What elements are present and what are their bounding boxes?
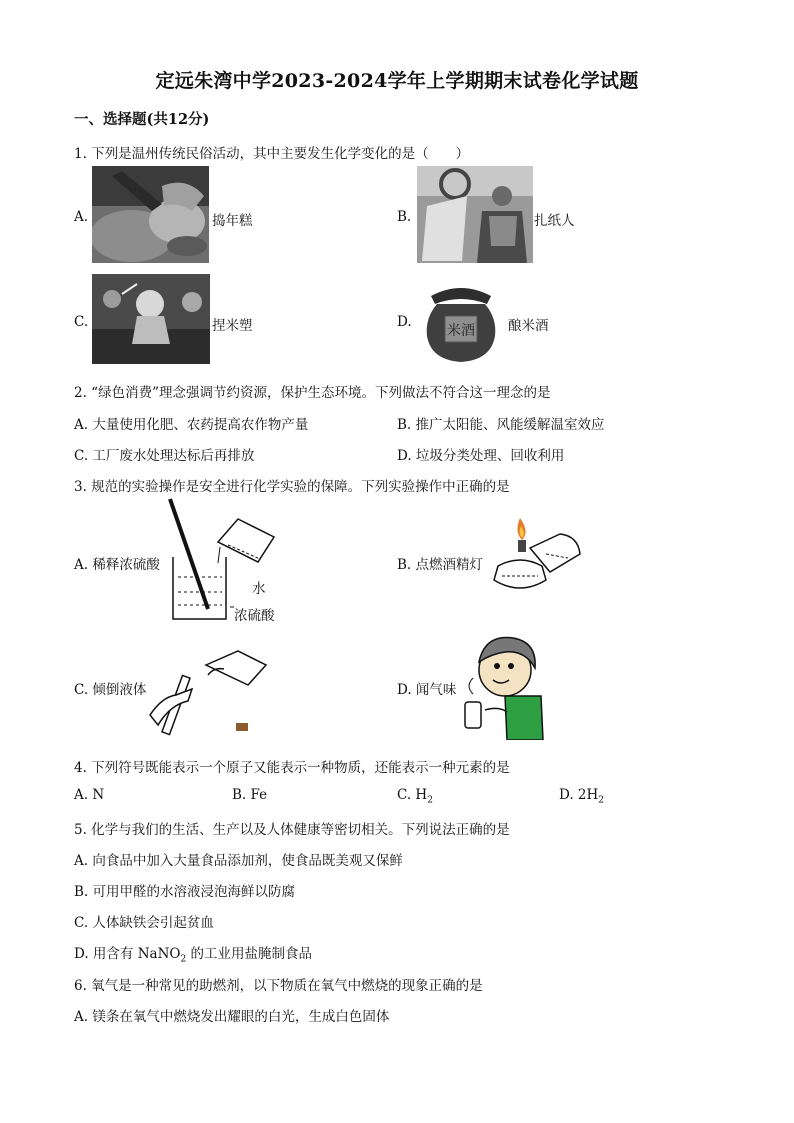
q1-option-c-text: 捏米塑 (212, 318, 253, 334)
rice-sculpture-photo (92, 274, 210, 364)
q3-label-water: 水 (252, 581, 266, 597)
question-1-stem: 1. 下列是温州传统民俗活动，其中主要发生化学变化的是（ ） (74, 146, 470, 162)
question-3-stem: 3. 规范的实验操作是安全进行化学实验的保障。下列实验操作中正确的是 (74, 479, 510, 495)
q5-option-b: B. 可用甲醛的水溶液浸泡海鲜以防腐 (74, 884, 296, 900)
jar-label: 米酒 (447, 323, 475, 339)
q2-option-c: C. 工厂废水处理达标后再排放 (74, 448, 255, 464)
q3-option-d: D. 闻气味 (397, 682, 457, 698)
section-heading: 一、选择题(共12分) (74, 111, 210, 128)
question-4-stem: 4. 下列符号既能表示一个原子又能表示一种物质，还能表示一种元素的是 (74, 760, 510, 776)
q2-option-d: D. 垃圾分类处理、回收利用 (397, 448, 565, 464)
q6-option-a: A. 镁条在氧气中燃烧发出耀眼的白光，生成白色固体 (74, 1009, 390, 1025)
q1-option-a-letter: A. (74, 209, 89, 225)
q1-option-b-letter: B. (397, 209, 412, 225)
alcohol-lamp-diagram (490, 514, 582, 602)
q1-option-d-text: 酿米酒 (508, 318, 549, 334)
q1-option-b-text: 扎纸人 (534, 213, 575, 229)
page-title: 定远朱湾中学2023-2024学年上学期期末试卷化学试题 (155, 70, 639, 92)
pour-liquid-diagram (148, 645, 270, 737)
q4-option-d: D. $2H_2$ (559, 787, 605, 806)
q5-option-c: C. 人体缺铁会引起贫血 (74, 915, 214, 931)
q3-label-acid: 浓硫酸 (234, 608, 275, 624)
q3-option-a: A. 稀释浓硫酸 (74, 557, 160, 573)
q1-option-a-text: 捣年糕 (212, 213, 253, 229)
paper-figure-photo (417, 166, 533, 263)
q1-option-d-letter: D. (397, 314, 412, 330)
q4-option-c: C. $H_2$ (397, 787, 433, 806)
q2-option-b: B. 推广太阳能、风能缓解温室效应 (397, 417, 605, 433)
smell-test-diagram (455, 632, 545, 740)
q5-option-a: A. 向食品中加入大量食品添加剂，使食品既美观又保鲜 (74, 853, 403, 869)
q1-option-c-letter: C. (74, 314, 89, 330)
q4-option-a: A. N (74, 787, 105, 803)
q3-option-c: C. 倾倒液体 (74, 682, 147, 698)
question-6-stem: 6. 氧气是一种常见的助燃剂，以下物质在氧气中燃烧的现象正确的是 (74, 978, 483, 994)
rice-wine-jar-image (417, 278, 505, 366)
q5-option-d: D. 用含有 NaNO$_2$ 的工业用盐腌制食品 (74, 946, 312, 965)
q4-option-b: B. Fe (232, 787, 268, 803)
question-5-stem: 5. 化学与我们的生活、生产以及人体健康等密切相关。下列说法正确的是 (74, 822, 510, 838)
pounding-rice-cake-photo (92, 166, 209, 263)
q3-option-b: B. 点燃酒精灯 (397, 557, 484, 573)
q2-option-a: A. 大量使用化肥、农药提高农作物产量 (74, 417, 309, 433)
question-2-stem: 2. “绿色消费”理念强调节约资源，保护生态环境。下列做法不符合这一理念的是 (74, 385, 551, 401)
